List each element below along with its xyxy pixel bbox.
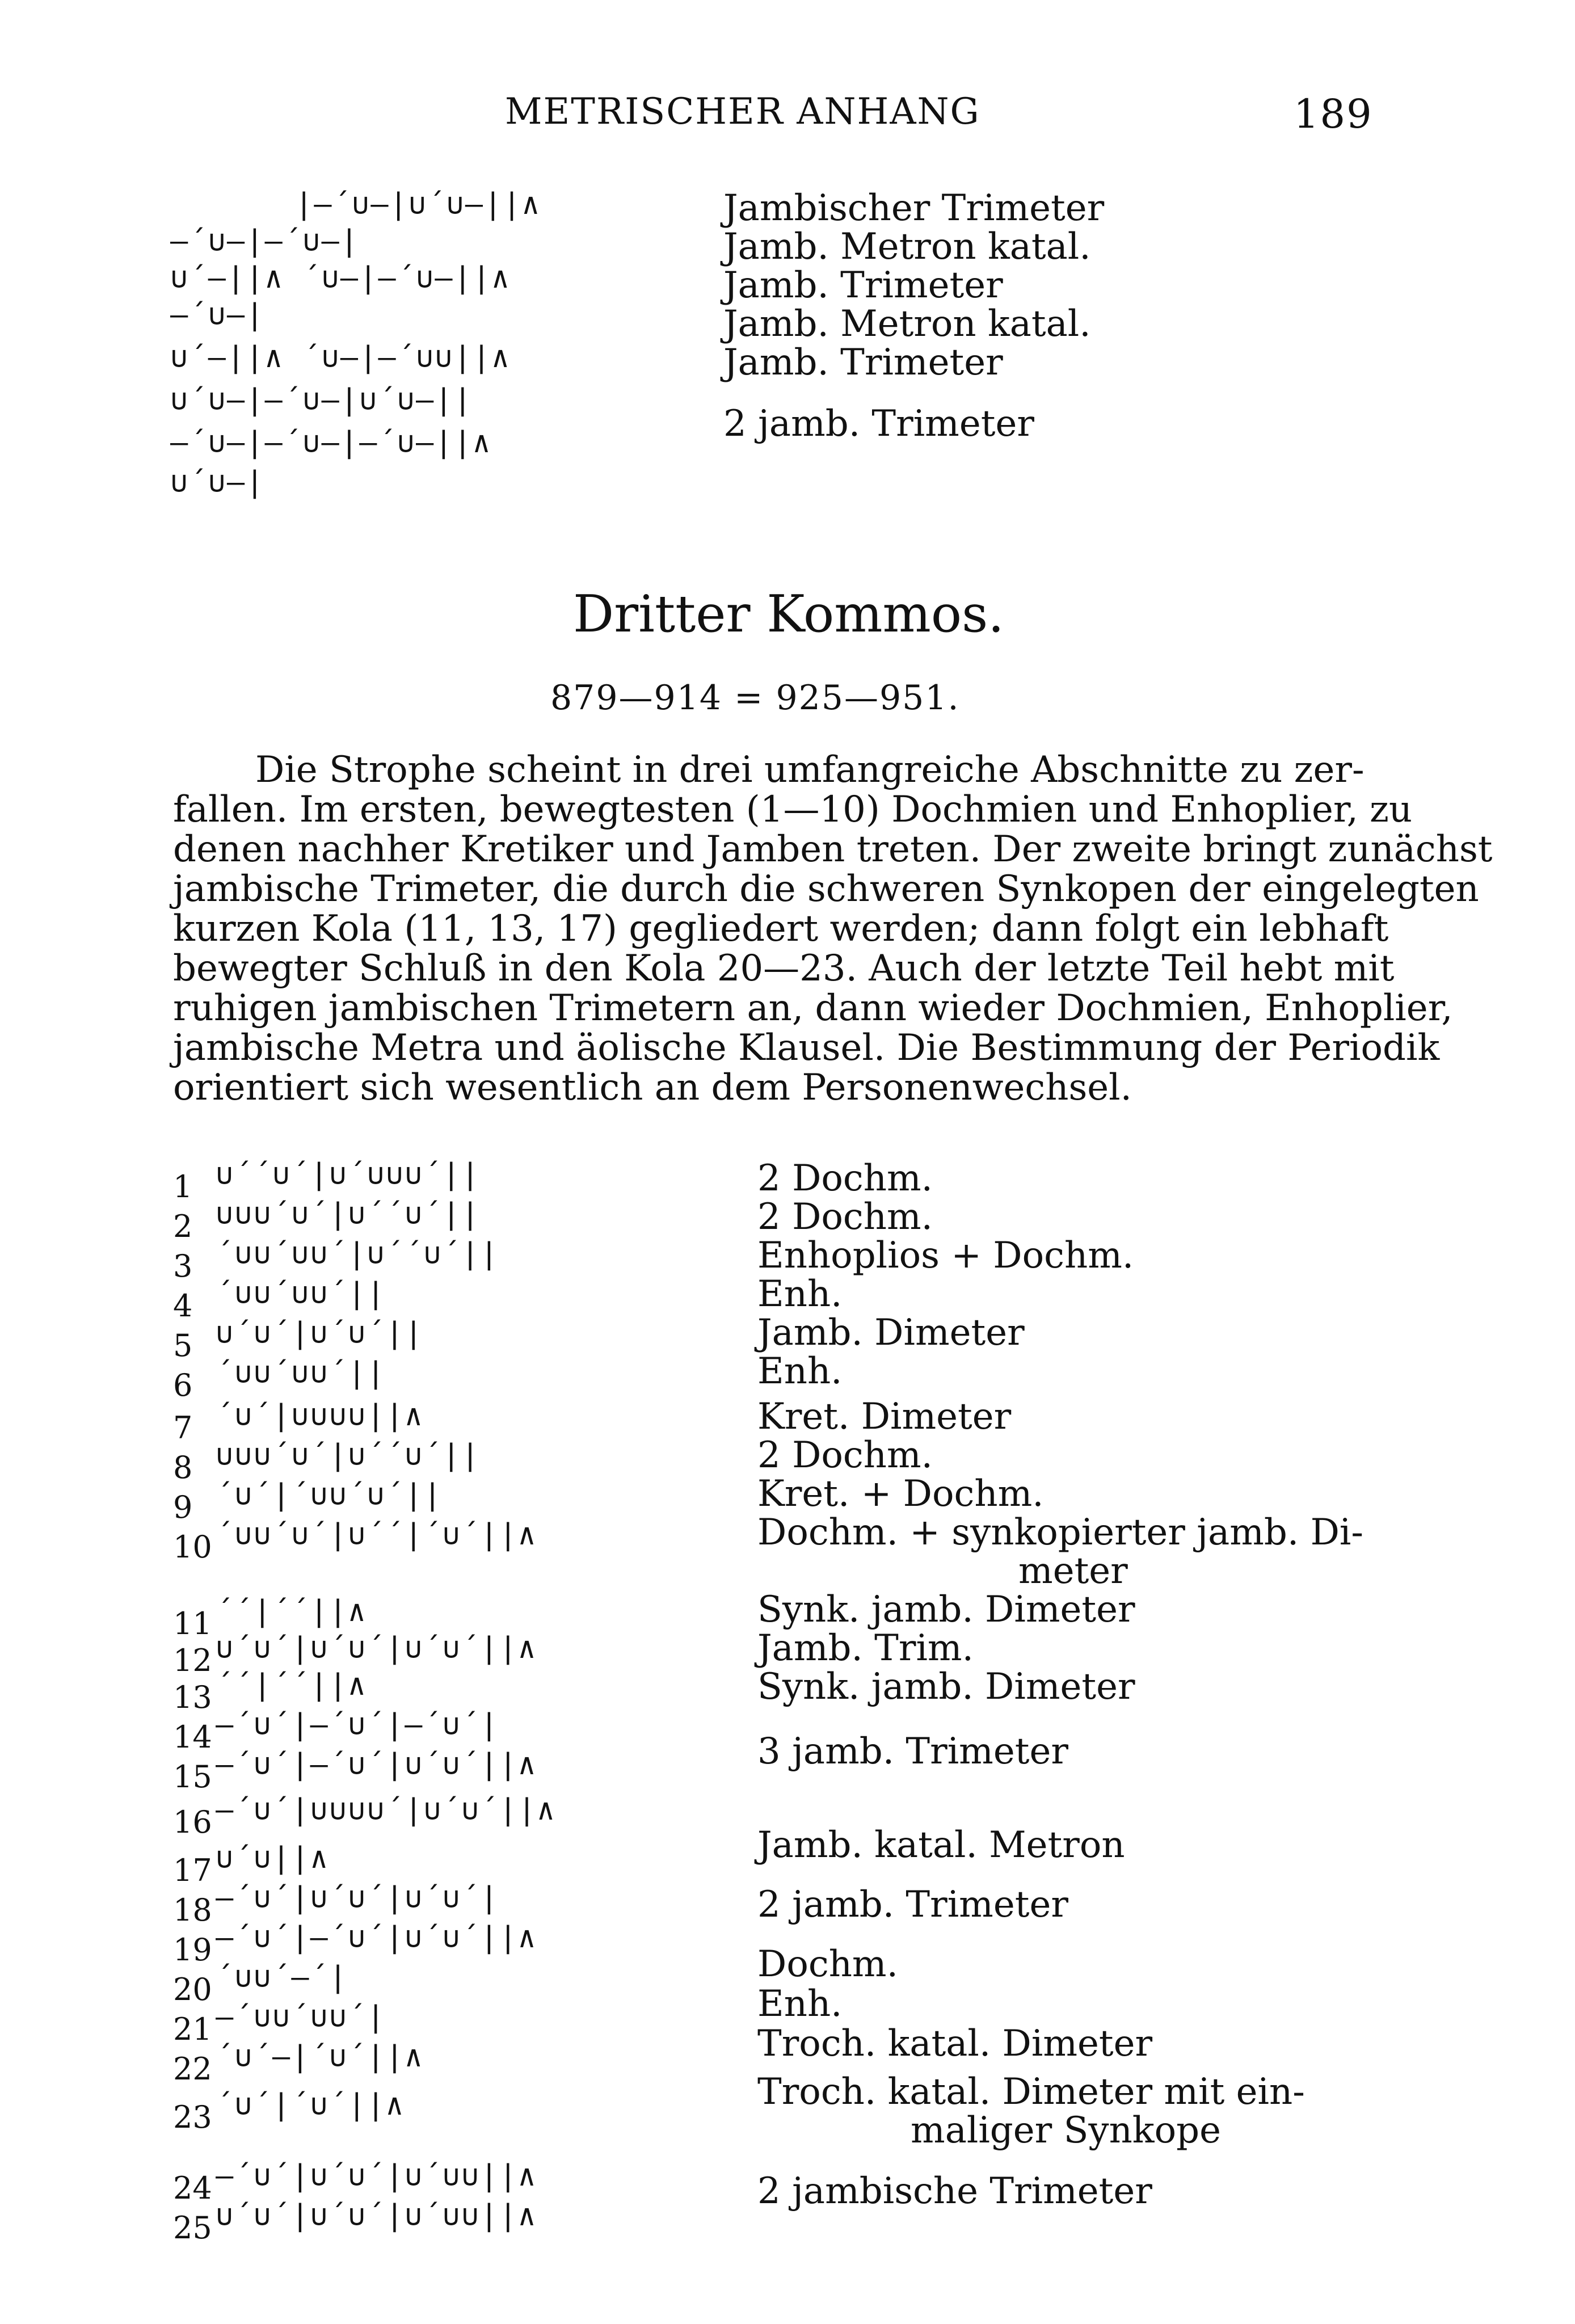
meter-label: 2 Dochm. xyxy=(757,1434,933,1476)
paragraph-line: denen nachher Kretiker und Jamben treten. Der zweite bringt zunächst xyxy=(173,828,1493,870)
meter-label: Troch. katal. Dimeter xyxy=(757,2023,1153,2065)
meter-scheme: –´∪´|∪∪∪∪´|∪´∪´||∧ xyxy=(216,1793,556,1827)
meter-label: Enh. xyxy=(757,1983,843,2025)
meter-label: meter xyxy=(1018,1550,1128,1592)
meter-scheme: –´∪´|–´∪´|–´∪´| xyxy=(216,1708,499,1742)
meter-label: Troch. katal. Dimeter mit ein- xyxy=(757,2071,1305,2113)
meter-scheme: ∪∪∪´∪´|∪´´∪´|| xyxy=(216,1438,481,1472)
paragraph-line: jambische Trimeter, die durch die schweren Synkopen der eingelegten xyxy=(173,868,1479,910)
meter-scheme: ∪´∪||∧ xyxy=(216,1841,329,1875)
meter-scheme: ´∪∪´∪∪´|| xyxy=(216,1277,386,1311)
line-number: 20 xyxy=(173,1972,212,2007)
top-label: Jamb. Trimeter xyxy=(723,264,1003,306)
top-label: Jamb. Metron katal. xyxy=(723,226,1091,268)
meter-label: Synk. jamb. Dimeter xyxy=(757,1589,1135,1631)
meter-label: 3 jamb. Trimeter xyxy=(757,1731,1068,1773)
line-number: 17 xyxy=(173,1853,212,1888)
meter-scheme: ´∪´|∪∪∪∪||∧ xyxy=(216,1399,424,1433)
paragraph-line: Die Strophe scheint in drei umfangreiche Abschnitte zu zer- xyxy=(255,749,1365,791)
line-number: 6 xyxy=(173,1367,193,1403)
line-number: 23 xyxy=(173,2099,212,2135)
meter-scheme: –´∪´|∪´∪´|∪´∪´| xyxy=(216,1881,499,1915)
top-label: 2 jamb. Trimeter xyxy=(723,403,1034,445)
top-label: Jamb. Trimeter xyxy=(723,342,1003,384)
meter-label: maliger Synkope xyxy=(911,2110,1221,2152)
meter-label: Jamb. Trim. xyxy=(757,1627,974,1669)
meter-label: Dochm. xyxy=(757,1943,898,1985)
meter-scheme: –´∪∪´∪∪´| xyxy=(216,2000,386,2034)
meter-scheme: ´∪´|´∪´||∧ xyxy=(216,2088,405,2122)
line-number: 4 xyxy=(173,1288,193,1324)
meter-scheme: ´∪´–|´∪´||∧ xyxy=(216,2040,424,2074)
meter-label: Kret. + Dochm. xyxy=(757,1473,1044,1515)
paragraph-line: orientiert sich wesentlich an dem Personenwechsel. xyxy=(173,1067,1132,1109)
line-number: 8 xyxy=(173,1450,193,1485)
top-meter-line: ∪´∪–| xyxy=(170,465,265,499)
top-label: Jamb. Metron katal. xyxy=(723,303,1091,345)
line-number: 13 xyxy=(173,1679,212,1715)
meter-label: Jamb. katal. Metron xyxy=(757,1824,1125,1866)
top-label: Jambischer Trimeter xyxy=(723,187,1105,229)
meter-scheme: ´∪∪´∪∪´|| xyxy=(216,1356,386,1390)
line-number: 1 xyxy=(173,1169,193,1205)
meter-label: Synk. jamb. Dimeter xyxy=(757,1666,1135,1708)
meter-scheme: ∪∪∪´∪´|∪´´∪´|| xyxy=(216,1197,481,1231)
meter-scheme: ´∪∪´∪∪´|∪´´∪´|| xyxy=(216,1237,499,1271)
meter-label: 2 Dochm. xyxy=(757,1196,933,1238)
line-number: 12 xyxy=(173,1643,212,1678)
meter-label: Dochm. + synkopierter jamb. Di- xyxy=(757,1512,1363,1553)
meter-label: Enhoplios + Dochm. xyxy=(757,1235,1134,1277)
meter-label: 2 jamb. Trimeter xyxy=(757,1884,1068,1926)
line-number: 21 xyxy=(173,2011,212,2047)
line-number: 22 xyxy=(173,2051,212,2087)
line-number: 19 xyxy=(173,1932,212,1968)
line-number: 11 xyxy=(173,1606,212,1641)
paragraph-line: jambische Metra und äolische Klausel. Die Bestimmung der Periodik xyxy=(173,1027,1440,1069)
line-number: 5 xyxy=(173,1328,193,1363)
meter-label: Kret. Dimeter xyxy=(757,1396,1012,1438)
top-meter-line: ∪´–||∧ ´∪–|–´∪–||∧ xyxy=(170,261,511,295)
meter-label: Enh. xyxy=(757,1350,843,1392)
line-number: 2 xyxy=(173,1209,193,1244)
top-meter-line: –´∪–|–´∪–| xyxy=(170,224,360,258)
paragraph-line: kurzen Kola (11, 13, 17) gegliedert werden; dann folgt ein lebhaft xyxy=(173,908,1389,950)
line-number: 24 xyxy=(173,2170,212,2206)
top-meter-line: |–´∪–|∪´∪–||∧ xyxy=(295,187,541,221)
meter-scheme: ´∪∪´∪´|∪´´|´∪´||∧ xyxy=(216,1518,537,1552)
meter-scheme: ´´|´´||∧ xyxy=(216,1594,367,1628)
meter-scheme: –´∪´|–´∪´|∪´∪´||∧ xyxy=(216,1921,537,1955)
top-meter-line: –´∪–| xyxy=(170,298,265,332)
line-number: 18 xyxy=(173,1892,212,1928)
line-number: 10 xyxy=(173,1529,212,1565)
verse-range: 879—914 = 925—951. xyxy=(550,678,960,718)
meter-label: Jamb. Dimeter xyxy=(757,1312,1025,1354)
top-meter-line: ∪´–||∧ ´∪–|–´∪∪||∧ xyxy=(170,340,511,374)
line-number: 16 xyxy=(173,1804,212,1840)
meter-scheme: ´´|´´||∧ xyxy=(216,1668,367,1702)
meter-label: 2 Dochm. xyxy=(757,1157,933,1199)
meter-label: Enh. xyxy=(757,1273,843,1315)
meter-scheme: ´∪∪´–´| xyxy=(216,1960,348,1994)
meter-scheme: ∪´´∪´|∪´∪∪∪´|| xyxy=(216,1157,481,1192)
meter-scheme: –´∪´|∪´∪´|∪´∪∪||∧ xyxy=(216,2159,537,2193)
paragraph-line: bewegter Schluß in den Kola 20—23. Auch der letzte Teil hebt mit xyxy=(173,948,1395,990)
running-header: METRISCHER ANHANG xyxy=(505,91,980,133)
meter-label: 2 jambische Trimeter xyxy=(757,2170,1152,2212)
line-number: 3 xyxy=(173,1248,193,1284)
top-meter-line: –´∪–|–´∪–|–´∪–||∧ xyxy=(170,426,492,460)
line-number: 9 xyxy=(173,1489,193,1525)
meter-scheme: ´∪´|´∪∪´∪´|| xyxy=(216,1478,443,1512)
paragraph-line: ruhigen jambischen Trimetern an, dann wieder Dochmien, Enhoplier, xyxy=(173,987,1453,1029)
line-number: 25 xyxy=(173,2210,212,2246)
meter-scheme: –´∪´|–´∪´|∪´∪´||∧ xyxy=(216,1748,537,1782)
line-number: 15 xyxy=(173,1759,212,1795)
page-number: 189 xyxy=(1294,91,1373,137)
line-number: 14 xyxy=(173,1719,212,1755)
section-title: Dritter Kommos. xyxy=(573,584,1004,644)
line-number: 7 xyxy=(173,1410,193,1446)
paragraph-line: fallen. Im ersten, bewegtesten (1—10) Dochmien und Enhoplier, zu xyxy=(173,789,1413,831)
meter-scheme: ∪´∪´|∪´∪´|∪´∪´||∧ xyxy=(216,1631,537,1665)
meter-scheme: ∪´∪´|∪´∪´|| xyxy=(216,1316,424,1350)
top-meter-line: ∪´∪–|–´∪–|∪´∪–|| xyxy=(170,383,473,417)
meter-scheme: ∪´∪´|∪´∪´|∪´∪∪||∧ xyxy=(216,2199,537,2233)
